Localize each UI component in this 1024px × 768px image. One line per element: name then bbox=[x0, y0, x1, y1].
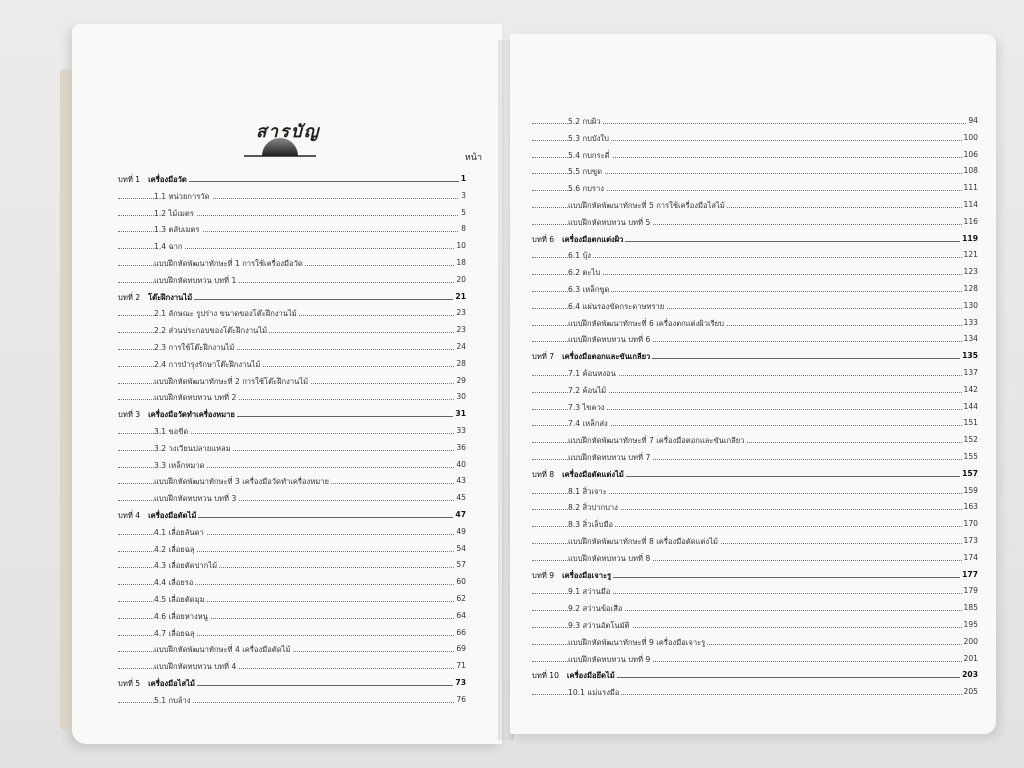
toc-page-number: 33 bbox=[456, 425, 466, 435]
toc-entry-label bbox=[568, 267, 602, 279]
toc-entry-text: 7.1 ค้อนหงอน bbox=[568, 368, 616, 378]
chapter-number: บทที่ 2 bbox=[118, 292, 141, 302]
toc-entry-label bbox=[118, 409, 237, 421]
toc-entry-label bbox=[568, 183, 606, 195]
toc-entry-text: 4.1 เลื่อยลันดา bbox=[154, 527, 204, 537]
toc-page-number: 174 bbox=[963, 552, 978, 562]
toc-section-row bbox=[118, 208, 466, 225]
toc-page-number: 137 bbox=[963, 367, 978, 377]
toc-entry-text: เครื่องมือวัดทำเครื่องหมาย bbox=[148, 410, 235, 420]
toc-chapter-row bbox=[118, 409, 466, 426]
toc-entry-label bbox=[568, 133, 611, 145]
toc-entry-text: แบบฝึกหัดพัฒนาทักษะที่ 5 การใช้เครื่องมือไสไม้ bbox=[568, 200, 725, 210]
chapter-number: บทที่ 9 bbox=[532, 570, 555, 580]
toc-section-row bbox=[118, 577, 466, 594]
toc-chapter-row bbox=[532, 469, 978, 486]
toc-entry-label bbox=[154, 644, 292, 656]
toc-entry-label bbox=[154, 577, 195, 589]
toc-page-number: 45 bbox=[456, 493, 466, 503]
toc-section-row bbox=[118, 325, 466, 342]
toc-section-row bbox=[118, 594, 466, 611]
toc-entry-label bbox=[568, 217, 652, 229]
toc-entry-label bbox=[532, 670, 617, 682]
toc-exercise-row bbox=[532, 217, 978, 234]
toc-entry-label bbox=[154, 241, 185, 253]
toc-section-row bbox=[118, 544, 466, 561]
toc-entry-text: 5.3 กบบังใบ bbox=[568, 133, 609, 143]
toc-entry-text: แบบฝึกหัดทบทวน บทที่ 9 bbox=[568, 654, 651, 664]
toc-section-row bbox=[532, 150, 978, 167]
toc-page-number: 18 bbox=[456, 257, 466, 267]
toc-entry-text: 6.3 เหล็กขูด bbox=[568, 284, 610, 294]
toc-section-row bbox=[532, 267, 978, 284]
toc-page-number: 94 bbox=[968, 116, 978, 125]
toc-chapter-row bbox=[532, 570, 978, 587]
toc-exercise-row bbox=[118, 644, 466, 661]
toc-page-number: 5 bbox=[461, 207, 466, 217]
toc-page-number: 66 bbox=[456, 627, 466, 637]
toc-entry-text: 8.2 สิ่วปากบาง bbox=[568, 503, 618, 513]
toc-entry-text: แบบฝึกหัดพัฒนาทักษะที่ 8 เครื่องมือตัดแต่งไม้ bbox=[568, 536, 719, 546]
toc-page-number: 142 bbox=[963, 384, 978, 394]
toc-entry-text: 1.4 ฉาก bbox=[154, 242, 183, 252]
toc-entry-label bbox=[568, 318, 726, 330]
toc-entry-text: 6.4 แผ่นรองขัดกระดาษทราย bbox=[568, 301, 665, 311]
toc-page-number: 20 bbox=[456, 274, 466, 284]
toc-entry-text: เครื่องมือตอกและขันเกลียว bbox=[562, 352, 651, 362]
toc-entry-text: 4.7 เลื่อยฉลุ bbox=[154, 628, 195, 638]
toc-page-number: 100 bbox=[963, 132, 978, 142]
toc-entry-text: แบบฝึกหัดทบทวน บทที่ 1 bbox=[154, 275, 237, 285]
toc-entry-text: 5.1 กบล้าง bbox=[154, 695, 191, 705]
toc-page-number: 24 bbox=[456, 341, 466, 351]
toc-page-number: 195 bbox=[963, 619, 978, 629]
toc-entry-label bbox=[154, 544, 197, 556]
toc-entry-label bbox=[532, 351, 652, 363]
toc-page-number: 144 bbox=[963, 401, 978, 411]
toc-section-row bbox=[532, 116, 978, 133]
toc-page-number: 36 bbox=[456, 442, 466, 452]
toc-page-number: 170 bbox=[963, 519, 978, 529]
toc-entry-text: แบบฝึกหัดทบทวน บทที่ 7 bbox=[568, 452, 651, 462]
toc-page-number: 28 bbox=[456, 358, 466, 368]
toc-page-number: 108 bbox=[963, 166, 978, 176]
toc-section-row bbox=[118, 191, 466, 208]
toc-page-number: 155 bbox=[963, 451, 978, 461]
toc-entry-text: 4.6 เลื่อยหางหนู bbox=[154, 611, 208, 621]
toc-entry-text: 5.2 กบผิว bbox=[568, 117, 601, 126]
toc-list-left bbox=[118, 174, 466, 712]
toc-entry-label bbox=[154, 443, 233, 455]
toc-entry-label bbox=[568, 536, 720, 548]
toc-section-row bbox=[532, 687, 978, 704]
toc-entry-label bbox=[532, 570, 613, 582]
toc-page-number: 62 bbox=[456, 593, 466, 603]
left-page bbox=[72, 24, 502, 744]
toc-entry-label bbox=[568, 603, 624, 615]
toc-section-row bbox=[118, 695, 466, 712]
toc-chapter-row bbox=[532, 234, 978, 251]
chapter-number: บทที่ 8 bbox=[532, 469, 555, 479]
toc-entry-label bbox=[154, 628, 197, 640]
toc-section-row bbox=[118, 241, 466, 258]
toc-entry-text: 5.6 กบราง bbox=[568, 184, 604, 194]
toc-entry-label bbox=[118, 292, 194, 304]
toc-entry-label bbox=[568, 150, 612, 162]
toc-page-number: 76 bbox=[456, 694, 466, 704]
toc-section-row bbox=[532, 586, 978, 603]
toc-page-number: 69 bbox=[456, 644, 466, 654]
toc-entry-label bbox=[568, 116, 603, 128]
toc-entry-text: 9.2 สว่านข้อเสือ bbox=[568, 604, 623, 614]
toc-entry-text: แบบฝึกหัดพัฒนาทักษะที่ 7 เครื่องมือตอกและขันเกลียว bbox=[568, 436, 745, 446]
toc-page-number: 54 bbox=[456, 543, 466, 553]
toc-section-row bbox=[532, 418, 978, 435]
toc-entry-text: 2.4 การบำรุงรักษาโต๊ะฝึกงานไม้ bbox=[154, 359, 261, 369]
toc-entry-text: แบบฝึกหัดพัฒนาทักษะที่ 9 เครื่องมือเจาะรู bbox=[568, 637, 706, 647]
toc-exercise-row bbox=[532, 452, 978, 469]
toc-entry-text: 3.3 เหล็กหมาด bbox=[154, 460, 205, 470]
toc-entry-label bbox=[568, 452, 652, 464]
toc-entry-text: 3.1 ขอขีด bbox=[154, 426, 189, 436]
toc-page-number: 173 bbox=[963, 535, 978, 545]
toc-entry-text: แบบฝึกหัดทบทวน บทที่ 2 bbox=[154, 393, 237, 403]
toc-page-number: 123 bbox=[963, 267, 978, 277]
toc-entry-text: 2.3 การใช้โต๊ะฝึกงานไม้ bbox=[154, 342, 235, 352]
toc-entry-label bbox=[154, 560, 219, 572]
chapter-number: บทที่ 7 bbox=[532, 352, 555, 362]
toc-page-number: 10 bbox=[456, 241, 466, 251]
toc-entry-text: 1.1 หน่วยการวัด bbox=[154, 191, 210, 201]
toc-chapter-row bbox=[532, 670, 978, 687]
toc-page-number: 205 bbox=[963, 687, 978, 697]
toc-entry-text: 7.2 ค้อนไม้ bbox=[568, 385, 607, 395]
toc-entry-label bbox=[154, 191, 212, 203]
toc-page-number: 151 bbox=[963, 418, 978, 428]
toc-section-row bbox=[532, 603, 978, 620]
toc-page-number: 23 bbox=[456, 308, 466, 318]
toc-entry-label bbox=[568, 284, 611, 296]
toc-entry-label bbox=[154, 594, 207, 606]
toc-entry-text: 3.2 วงเวียนปลายแหลม bbox=[154, 443, 231, 453]
toc-entry-label bbox=[568, 435, 746, 447]
toc-chapter-row bbox=[532, 351, 978, 368]
toc-entry-label bbox=[568, 502, 620, 514]
toc-page-number: 185 bbox=[963, 603, 978, 613]
toc-entry-text: 1.2 ไม้เมตร bbox=[154, 208, 194, 218]
toc-entry-label bbox=[154, 392, 238, 404]
toc-entry-label bbox=[154, 325, 269, 337]
toc-page-number: 71 bbox=[456, 661, 466, 671]
toc-page-number: 21 bbox=[455, 291, 466, 301]
toc-exercise-row bbox=[118, 661, 466, 678]
toc-page-number: 114 bbox=[963, 199, 978, 209]
toc-entry-label bbox=[154, 527, 206, 539]
toc-section-row bbox=[532, 301, 978, 318]
toc-page-number: 1 bbox=[460, 174, 466, 183]
toc-entry-text: 10.1 แม่แรงมือ bbox=[568, 688, 620, 698]
toc-entry-label bbox=[154, 695, 193, 707]
toc-page-number: 177 bbox=[962, 569, 978, 579]
toc-section-row bbox=[532, 519, 978, 536]
toc-section-row bbox=[118, 611, 466, 628]
toc-entry-text: 6.1 บุ้ง bbox=[568, 251, 592, 261]
toc-entry-label bbox=[568, 385, 608, 397]
toc-entry-text: 4.3 เลื่อยตัดปากไม้ bbox=[154, 561, 218, 571]
toc-page-number: 60 bbox=[456, 577, 466, 587]
toc-section-row bbox=[118, 527, 466, 544]
toc-entry-label bbox=[154, 224, 202, 236]
toc-entry-label bbox=[568, 586, 612, 598]
toc-entry-label bbox=[568, 250, 593, 262]
toc-entry-label bbox=[154, 661, 238, 673]
toc-section-row bbox=[118, 628, 466, 645]
toc-entry-label bbox=[154, 493, 238, 505]
toc-entry-text: แบบฝึกหัดพัฒนาทักษะที่ 2 การใช้โต๊ะฝึกงานไม้ bbox=[154, 376, 309, 386]
toc-entry-text: แบบฝึกหัดพัฒนาทักษะที่ 6 เครื่องตกแต่งผิวเรียบ bbox=[568, 318, 724, 328]
chapter-number: บทที่ 4 bbox=[118, 510, 141, 520]
toc-page-number: 57 bbox=[456, 560, 466, 570]
toc-exercise-row bbox=[118, 376, 466, 393]
toc-entry-label bbox=[568, 418, 610, 430]
toc-entry-label bbox=[568, 553, 652, 565]
toc-exercise-row bbox=[532, 553, 978, 570]
toc-exercise-row bbox=[118, 275, 466, 292]
toc-entry-text: 8.1 สิ่วเจาะ bbox=[568, 486, 607, 496]
toc-page-number: 152 bbox=[963, 435, 978, 445]
toc-page-number: 116 bbox=[963, 216, 978, 226]
toc-entry-label bbox=[568, 687, 621, 699]
toc-entry-text: แบบฝึกหัดทบทวน บทที่ 5 bbox=[568, 217, 651, 227]
toc-page-number: 30 bbox=[456, 392, 466, 402]
toc-entry-label bbox=[532, 234, 625, 246]
toc-section-row bbox=[118, 426, 466, 443]
toc-entry-text: เครื่องมือไสไม้ bbox=[148, 678, 195, 688]
toc-entry-text: โต๊ะฝึกงานไม้ bbox=[148, 292, 193, 302]
toc-section-row bbox=[532, 284, 978, 301]
toc-entry-label bbox=[154, 208, 196, 220]
toc-entry-text: 4.2 เลื่อยฉลุ bbox=[154, 544, 195, 554]
toc-section-row bbox=[118, 224, 466, 241]
toc-entry-label bbox=[568, 637, 707, 649]
toc-entry-text: แบบฝึกหัดทบทวน บทที่ 6 bbox=[568, 335, 651, 345]
toc-entry-label bbox=[532, 469, 626, 481]
toc-entry-text: แบบฝึกหัดพัฒนาทักษะที่ 4 เครื่องมือตัดไม้ bbox=[154, 645, 291, 655]
toc-page-number: 133 bbox=[963, 317, 978, 327]
toc-entry-label bbox=[118, 678, 197, 690]
toc-exercise-row bbox=[118, 258, 466, 275]
toc-entry-label bbox=[568, 334, 652, 346]
toc-entry-label bbox=[568, 620, 632, 632]
toc-section-row bbox=[118, 560, 466, 577]
toc-entry-label bbox=[154, 275, 238, 287]
toc-page-number: 31 bbox=[455, 409, 466, 419]
chapter-number: บทที่ 1 bbox=[118, 175, 141, 184]
toc-entry-label bbox=[568, 402, 607, 414]
toc-page-number: 29 bbox=[456, 375, 466, 385]
toc-list-right bbox=[532, 116, 978, 704]
toc-entry-text: เครื่องมือวัด bbox=[148, 175, 187, 184]
toc-section-row bbox=[118, 443, 466, 460]
toc-entry-text: แบบฝึกหัดทบทวน บทที่ 3 bbox=[154, 494, 237, 504]
toc-entry-label bbox=[568, 166, 604, 178]
toc-page-number: 64 bbox=[456, 610, 466, 620]
toc-entry-text: 5.5 กบขูด bbox=[568, 167, 603, 177]
toc-section-row bbox=[532, 402, 978, 419]
toc-chapter-row bbox=[118, 174, 466, 191]
toc-entry-text: แบบฝึกหัดพัฒนาทักษะที่ 3 เครื่องมือวัดทำเครื่องหมาย bbox=[154, 477, 329, 487]
toc-page-number: 106 bbox=[963, 149, 978, 159]
toc-page-number: 3 bbox=[461, 190, 466, 200]
toc-entry-text: 1.3 ตลับเมตร bbox=[154, 225, 200, 235]
page-column-label: หน้า bbox=[464, 153, 482, 163]
toc-entry-text: 5.4 กบกระดี่ bbox=[568, 150, 610, 160]
toc-entry-label bbox=[568, 368, 618, 380]
dot-leader bbox=[532, 257, 978, 258]
toc-section-row bbox=[118, 460, 466, 477]
toc-page-number: 203 bbox=[962, 670, 978, 680]
toc-exercise-row bbox=[532, 435, 978, 452]
toc-page-number: 49 bbox=[456, 526, 466, 536]
toc-page-number: 119 bbox=[962, 233, 978, 243]
toc-page-number: 135 bbox=[962, 351, 978, 361]
toc-entry-label bbox=[568, 654, 652, 666]
toc-page-number: 128 bbox=[963, 283, 978, 293]
toc-section-row bbox=[532, 502, 978, 519]
toc-title: สารบัญ bbox=[256, 122, 321, 142]
toc-entry-label bbox=[568, 519, 615, 531]
toc-entry-text: 8.3 สิ่วเล็บมือ bbox=[568, 520, 614, 530]
toc-entry-text: 2.1 ลักษณะ รูปร่าง ขนาดของโต๊ะฝึกงานไม้ bbox=[154, 309, 297, 319]
toc-entry-text: 9.3 สว่านอัตโนมัติ bbox=[568, 620, 630, 630]
toc-entry-text: แบบฝึกหัดพัฒนาทักษะที่ 1 การใช้เครื่องมือวัด bbox=[154, 258, 303, 268]
toc-section-row bbox=[532, 368, 978, 385]
toc-entry-label bbox=[154, 476, 331, 488]
toc-section-row bbox=[532, 486, 978, 503]
toc-entry-text: เครื่องมือเจาะรู bbox=[562, 570, 612, 580]
toc-page-number: 47 bbox=[455, 509, 466, 519]
toc-page-number: 23 bbox=[456, 325, 466, 335]
toc-entry-text: 4.5 เลื่อยตัดมุม bbox=[154, 594, 205, 604]
toc-entry-label bbox=[118, 510, 198, 522]
toc-exercise-row bbox=[118, 493, 466, 510]
toc-section-row bbox=[118, 359, 466, 376]
toc-entry-text: เครื่องมือตัดแต่งไม้ bbox=[562, 469, 624, 479]
toc-section-row bbox=[532, 133, 978, 150]
chapter-number: บทที่ 3 bbox=[118, 410, 141, 420]
toc-chapter-row bbox=[118, 292, 466, 309]
toc-page-number: 157 bbox=[962, 468, 978, 478]
toc-page-number: 40 bbox=[456, 459, 466, 469]
toc-page-number: 201 bbox=[963, 653, 978, 663]
toc-page-number: 43 bbox=[456, 476, 466, 486]
toc-entry-label bbox=[154, 359, 262, 371]
chapter-number: บทที่ 5 bbox=[118, 678, 141, 688]
toc-section-row bbox=[532, 250, 978, 267]
toc-exercise-row bbox=[532, 536, 978, 553]
toc-entry-text: แบบฝึกหัดทบทวน บทที่ 8 bbox=[568, 553, 651, 563]
toc-entry-text: 9.1 สว่านมือ bbox=[568, 587, 611, 597]
toc-entry-text: เครื่องมือตัดไม้ bbox=[148, 510, 197, 520]
toc-entry-label bbox=[568, 301, 666, 313]
toc-entry-text: 4.4 เลื่อยรอ bbox=[154, 578, 194, 588]
toc-entry-text: 6.2 ตะไบ bbox=[568, 268, 601, 278]
toc-exercise-row bbox=[118, 392, 466, 409]
toc-page-number: 159 bbox=[963, 485, 978, 495]
toc-page-number: 8 bbox=[461, 224, 466, 234]
toc-page-number: 200 bbox=[963, 636, 978, 646]
toc-page-number: 179 bbox=[963, 586, 978, 596]
toc-page-number: 111 bbox=[963, 183, 978, 193]
toc-exercise-row bbox=[532, 200, 978, 217]
toc-entry-label bbox=[154, 308, 299, 320]
toc-entry-label bbox=[154, 460, 207, 472]
toc-exercise-row bbox=[532, 637, 978, 654]
toc-entry-text: 2.2 ส่วนประกอบของโต๊ะฝึกงานไม้ bbox=[154, 326, 268, 336]
toc-chapter-row bbox=[118, 678, 466, 695]
toc-entry-text: เครื่องมือตกแต่งผิว bbox=[562, 234, 624, 244]
toc-exercise-row bbox=[118, 476, 466, 493]
toc-exercise-row bbox=[532, 318, 978, 335]
toc-entry-text: เครื่องมือยึดไม้ bbox=[566, 671, 615, 681]
toc-section-row bbox=[532, 385, 978, 402]
toc-chapter-row bbox=[118, 510, 466, 527]
toc-page-number: 163 bbox=[963, 502, 978, 512]
toc-entry-label bbox=[154, 376, 310, 388]
toc-page-number: 121 bbox=[963, 250, 978, 260]
toc-entry-label bbox=[568, 486, 609, 498]
toc-entry-label bbox=[568, 200, 727, 212]
toc-section-row bbox=[532, 183, 978, 200]
toc-header bbox=[240, 116, 320, 166]
toc-section-row bbox=[532, 620, 978, 637]
toc-exercise-row bbox=[532, 334, 978, 351]
toc-entry-text: แบบฝึกหัดทบทวน บทที่ 4 bbox=[154, 662, 237, 672]
toc-entry-label bbox=[118, 174, 189, 186]
toc-entry-label bbox=[154, 342, 236, 354]
toc-page-number: 73 bbox=[455, 677, 466, 687]
chapter-number: บทที่ 6 bbox=[532, 234, 555, 244]
toc-section-row bbox=[118, 308, 466, 325]
toc-entry-label bbox=[154, 611, 210, 623]
toc-exercise-row bbox=[532, 654, 978, 671]
toc-entry-text: 7.4 เหล็กส่ง bbox=[568, 419, 608, 429]
chapter-number: บทที่ 10 bbox=[532, 671, 559, 681]
toc-section-row bbox=[532, 166, 978, 183]
toc-page-number: 134 bbox=[963, 334, 978, 344]
right-page bbox=[510, 34, 996, 734]
toc-section-row bbox=[118, 342, 466, 359]
toc-page-number: 130 bbox=[963, 300, 978, 310]
toc-entry-label bbox=[154, 426, 190, 438]
toc-entry-text: 7.3 ไขควง bbox=[568, 402, 605, 412]
toc-entry-label bbox=[154, 258, 305, 270]
